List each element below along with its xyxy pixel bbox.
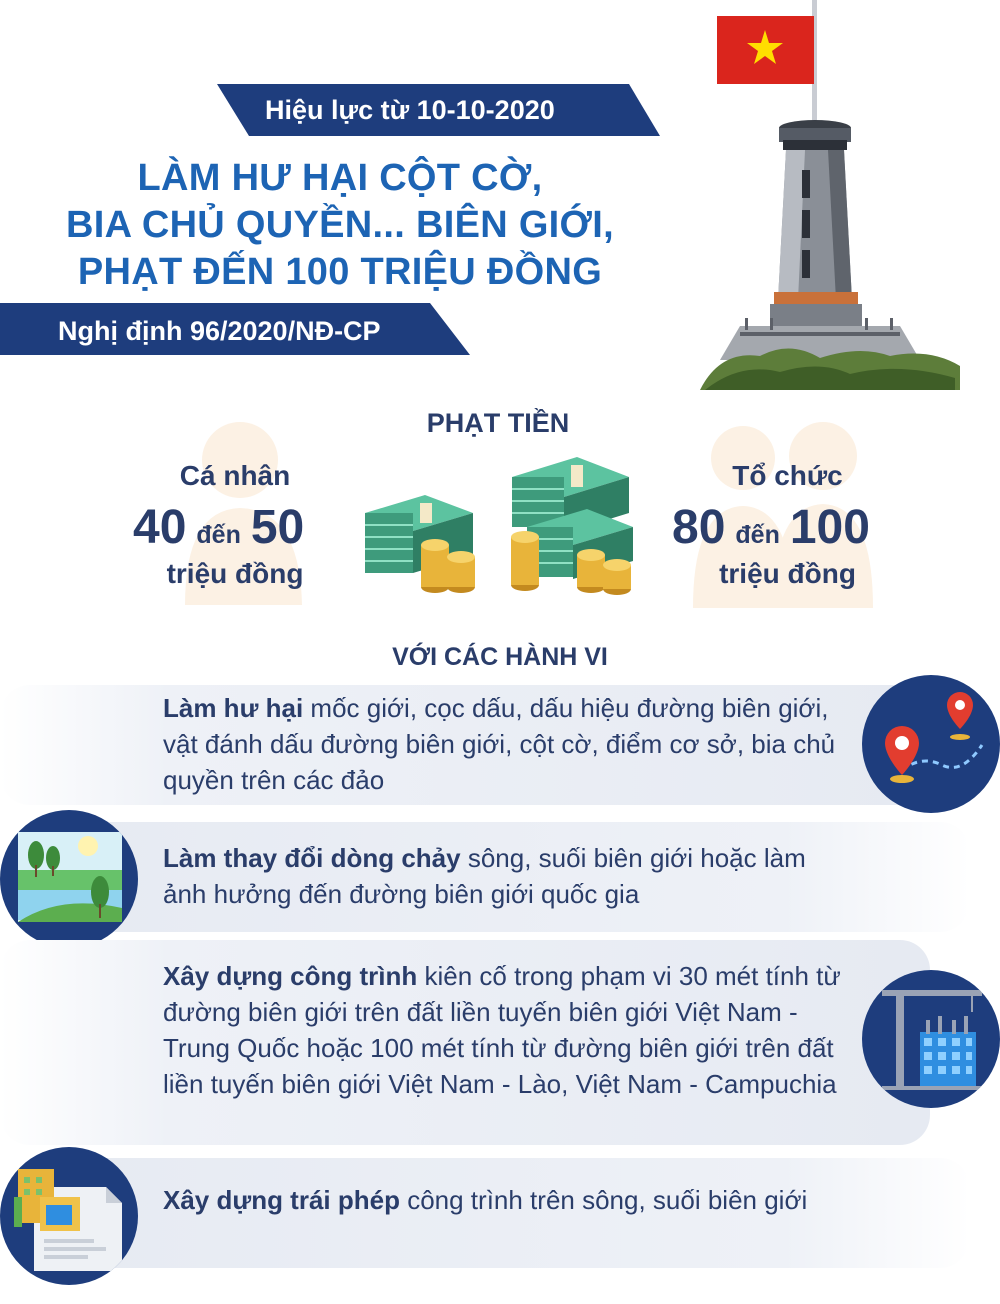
behavior-text-2: Làm thay đổi dòng chảy sông, suối biên giới hoặc làm ảnh hưởng đến đường biên giới quốc gia (163, 843, 806, 909)
fine-title: PHẠT TIỀN (426, 408, 570, 438)
map-pin-icon (862, 675, 1000, 813)
individual-label: Cá nhân (179, 460, 291, 491)
building-document-icon (0, 1147, 138, 1285)
organization-label: Tổ chức (732, 460, 843, 491)
effective-date: Hiệu lực từ 10-10-2020 (265, 95, 555, 125)
decree-label: Nghị định 96/2020/NĐ-CP (58, 316, 381, 346)
river-landscape-icon (0, 810, 138, 948)
page-title: LÀM HƯ HẠI CỘT CỜ, BIA CHỦ QUYỀN... BIÊN GIỚI, PHẠT ĐẾN 100 TRIỆU ĐỒNG (66, 157, 614, 293)
behaviors-title: VỚI CÁC HÀNH VI (392, 643, 608, 671)
individual-amount: 40 đến 50 (133, 501, 305, 554)
money-stack-large-icon (507, 455, 637, 595)
organization-unit: triệu đồng (719, 558, 856, 589)
flag-tower-illustration (700, 0, 1000, 390)
behavior-text-4: Xây dựng trái phép công trình trên sông, suối biên giới (163, 1185, 808, 1215)
behavior-text-1: Làm hư hại mốc giới, cọc dấu, dấu hiệu đường biên giới, vật đánh dấu đường biên giới, cột cờ, điểm cơ sở, bia chủ quyền trên các đảo (163, 693, 836, 795)
organization-amount: 80 đến 100 (672, 501, 870, 554)
money-stack-icon (365, 495, 477, 595)
individual-unit: triệu đồng (166, 558, 304, 589)
construction-crane-icon (862, 970, 1000, 1108)
behavior-text-3: Xây dựng công trình kiên cố trong phạm vi 30 mét tính từ đường biên giới trên đất liền tuyến biên giới Việt Nam - Trung Quốc hoặc 100 mét tính từ đường biên giới trên đất liền tuyến biên giới Việt Nam - Lào, Việt Nam - Campuchia (163, 961, 841, 1099)
